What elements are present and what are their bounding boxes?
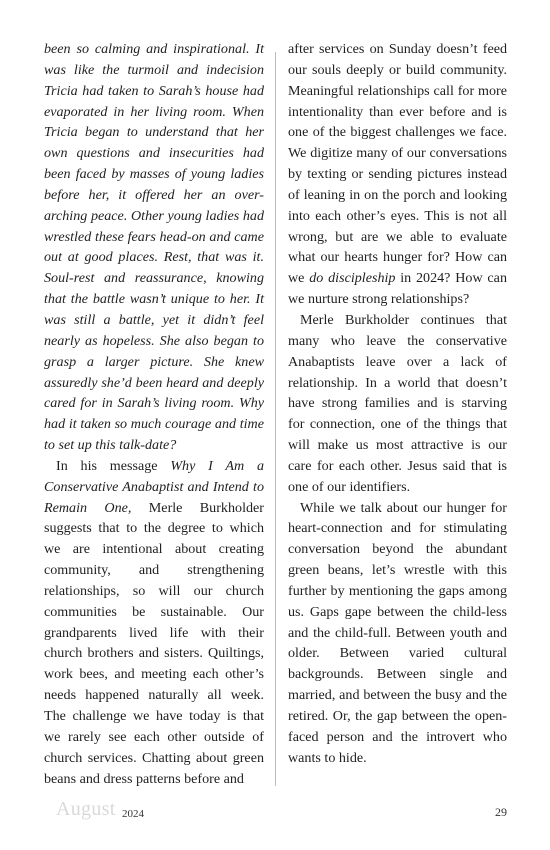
p2-intro: In his message [56,457,171,474]
left-paragraph-2 [44,456,264,790]
right-paragraph-3: While we talk about our hunger for heart-connection and for stimulating conversation beyond the abundant green beans, let’s wrestle with this further by mentioning the gaps among us. Gaps gape between the child-less and the child-full. Between youth and older. Between varied cultural backgrounds. Between single and married, and between the busy and the retired. Or, the gap between the open-faced person and the introvert who wants to hide. [288,499,507,766]
right-paragraph-2: Merle Burkholder continues that many who leave the conservative Anabaptists leave over a lack of relationship. In a world that doesn’t have strong families and is starving for connection, one of the things that will make us most attractive is our care for each other. Jesus said that is one of our identifiers. [288,311,507,495]
footer-month: August [56,798,116,820]
column-divider [275,52,276,786]
r-p1-start: after services on Sunday doesn’t feed our souls deeply or build community. Meaningful relationships call for more intentionality than ever before and is one of the biggest challenges we face. We digitize many of our conversations by texting or sending pictures instead of leaning in on the porch and looking into each other’s eyes. This is not all wrong, but are we able to evaluate what our hearts hunger for? How can we [288,41,507,287]
left-column [44,39,264,789]
r-p1-italic: do discipleship [309,270,396,287]
right-paragraph-1 [288,39,507,310]
right-column [288,39,507,769]
page-number: 29 [495,805,507,819]
p2-rest: Merle Burkholder suggests that to the degree to which we are intentional about creating community, and strengthening relationships, so will our church communities be sustainable. Our grandparents lived life with their church brothers and sisters. Quiltings, work bees, and meeting each other’s needs happened naturally all week. The challenge we have today is that we rarely see each other outside of church services. Chatting about green beans and dress patterns before and [44,499,264,787]
footer-year: 2024 [122,808,144,820]
r-p1-end: in 2024? How can we nurture strong relationships? [288,270,507,308]
left-paragraph-1: been so calming and inspirational. It was like the turmoil and indecision Tricia had taken to Sarah’s house had evaporated in her living room. When Tricia began to understand that her own questions and insecurities had been faced by masses of young ladies before her, it offered her an over-arching peace. Other young ladies had wrestled these fears head-on and came out at good places. Rest, that was it. Soul-rest and reassurance, knowing that the battle wasn’t unique to her. It was still a battle, yet it didn’t feel nearly as hopeless. She also began to grasp a larger picture. She knew assuredly she’d been heard and deeply cared for in Sarah’s living room. Why had it taken so much courage and time to set up this talk-date? [44,41,264,454]
message-title: Why I Am a Conservative Anabaptist and Intend to Remain One, [44,457,264,516]
